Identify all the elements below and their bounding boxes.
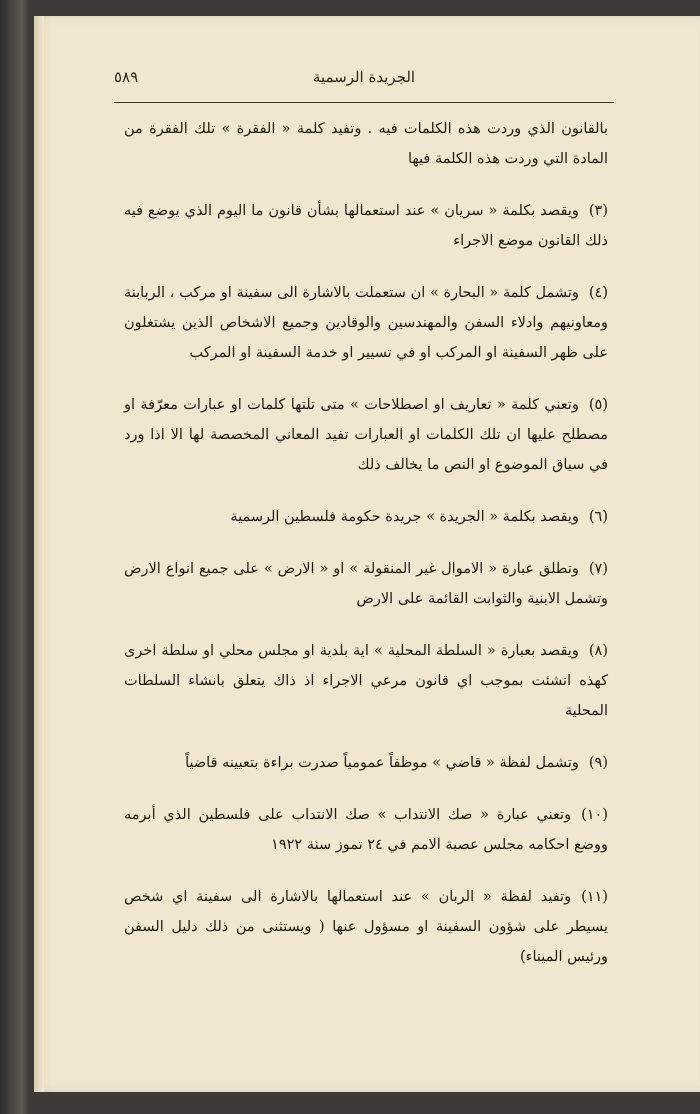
clause-number: (٥) <box>588 397 608 413</box>
clause-number: (٦) <box>588 509 608 525</box>
paragraph-text: ويقصد بكلمة « الجريدة » جريدة حكومة فلسطين الرسمية <box>230 509 579 525</box>
page-number: ٥٨٩ <box>114 68 139 86</box>
paragraph <box>124 278 608 368</box>
paragraph <box>124 748 608 778</box>
clause-number: (٨) <box>588 643 608 659</box>
header-rule <box>114 102 614 103</box>
paragraph <box>124 196 608 256</box>
paragraph <box>124 390 608 480</box>
page-body <box>124 114 608 994</box>
paragraph-text: وتعني كلمة « تعاريف او اصطلاحات » متى تلتها كلمات او عبارات معرّفة او مصطلح عليها ان تلك الكلمات او العبارات تفيد المعاني المخصصة لها الا اذا ورد في سياق الموضوع او النص ما يخالف ذلك <box>124 397 608 473</box>
paragraph <box>124 636 608 726</box>
paragraph-text: وتعني عبارة « صك الانتداب » صك الانتداب على فلسطين الذي أبرمه ووضع احكامه مجلس عصبة الامم في ٢٤ تموز سنة ١٩٢٢ <box>124 807 608 853</box>
paragraph-text: وتشمل كلمة « البحارة » ان ستعملت بالاشارة الى سفينة او مركب ، الربابنة ومعاونيهم وادلاء السفن والمهندسين والوقادين وجميع الاشخاص الذين يشتغلون على ظهر السفينة او المركب او في تسيير او خدمة السفينة او المركب <box>124 285 608 361</box>
paragraph-text: ويقصد بعبارة « السلطة المحلية » اية بلدية او مجلس محلي او سلطة اخرى كهذه انشئت بموجب اي قانون مرعي الاجراء اذ ذاك يتعلق بانشاء السلطات المحلية <box>124 643 608 719</box>
clause-number: (٤) <box>588 285 608 301</box>
clause-number: (٩) <box>588 755 608 771</box>
paragraph <box>124 114 608 174</box>
paragraph <box>124 502 608 532</box>
clause-number: (١٠) <box>581 807 608 823</box>
paragraph-text: بالقانون الذي وردت هذه الكلمات فيه . وتفيد كلمة « الفقرة » تلك الفقرة من المادة التي وردت هذه الكلمة فيها <box>124 121 608 167</box>
document-page <box>34 16 700 1092</box>
paragraph-text: وتفيد لفظة « الربان » عند استعمالها بالاشارة الى سفينة اي شخص يسيطر على شؤون السفينة او مسؤول عنها ( ويستثنى من ذلك دليل السفن ورئيس الميناء) <box>124 889 608 965</box>
clause-number: (٣) <box>588 203 608 219</box>
paragraph-text: وتشمل لفظة « قاضي » موظفاً عمومياً صدرت براءة بتعيينه قاضياً <box>185 755 579 771</box>
paragraph <box>124 554 608 614</box>
page-header <box>114 66 614 96</box>
gazette-title: الجريدة الرسمية <box>312 68 416 86</box>
paragraph-text: وتطلق عبارة « الاموال غير المنقولة » او « الارض » على جميع انواع الارض وتشمل الابنية والثوابت القائمة على الارض <box>124 561 608 607</box>
clause-number: (٧) <box>588 561 608 577</box>
paragraph <box>124 882 608 972</box>
paragraph-text: ويقصد بكلمة « سريان » عند استعمالها بشأن قانون ما اليوم الذي يوضع فيه ذلك القانون موضع الاجراء <box>124 203 608 249</box>
paragraph <box>124 800 608 860</box>
clause-number: (١١) <box>581 889 608 905</box>
